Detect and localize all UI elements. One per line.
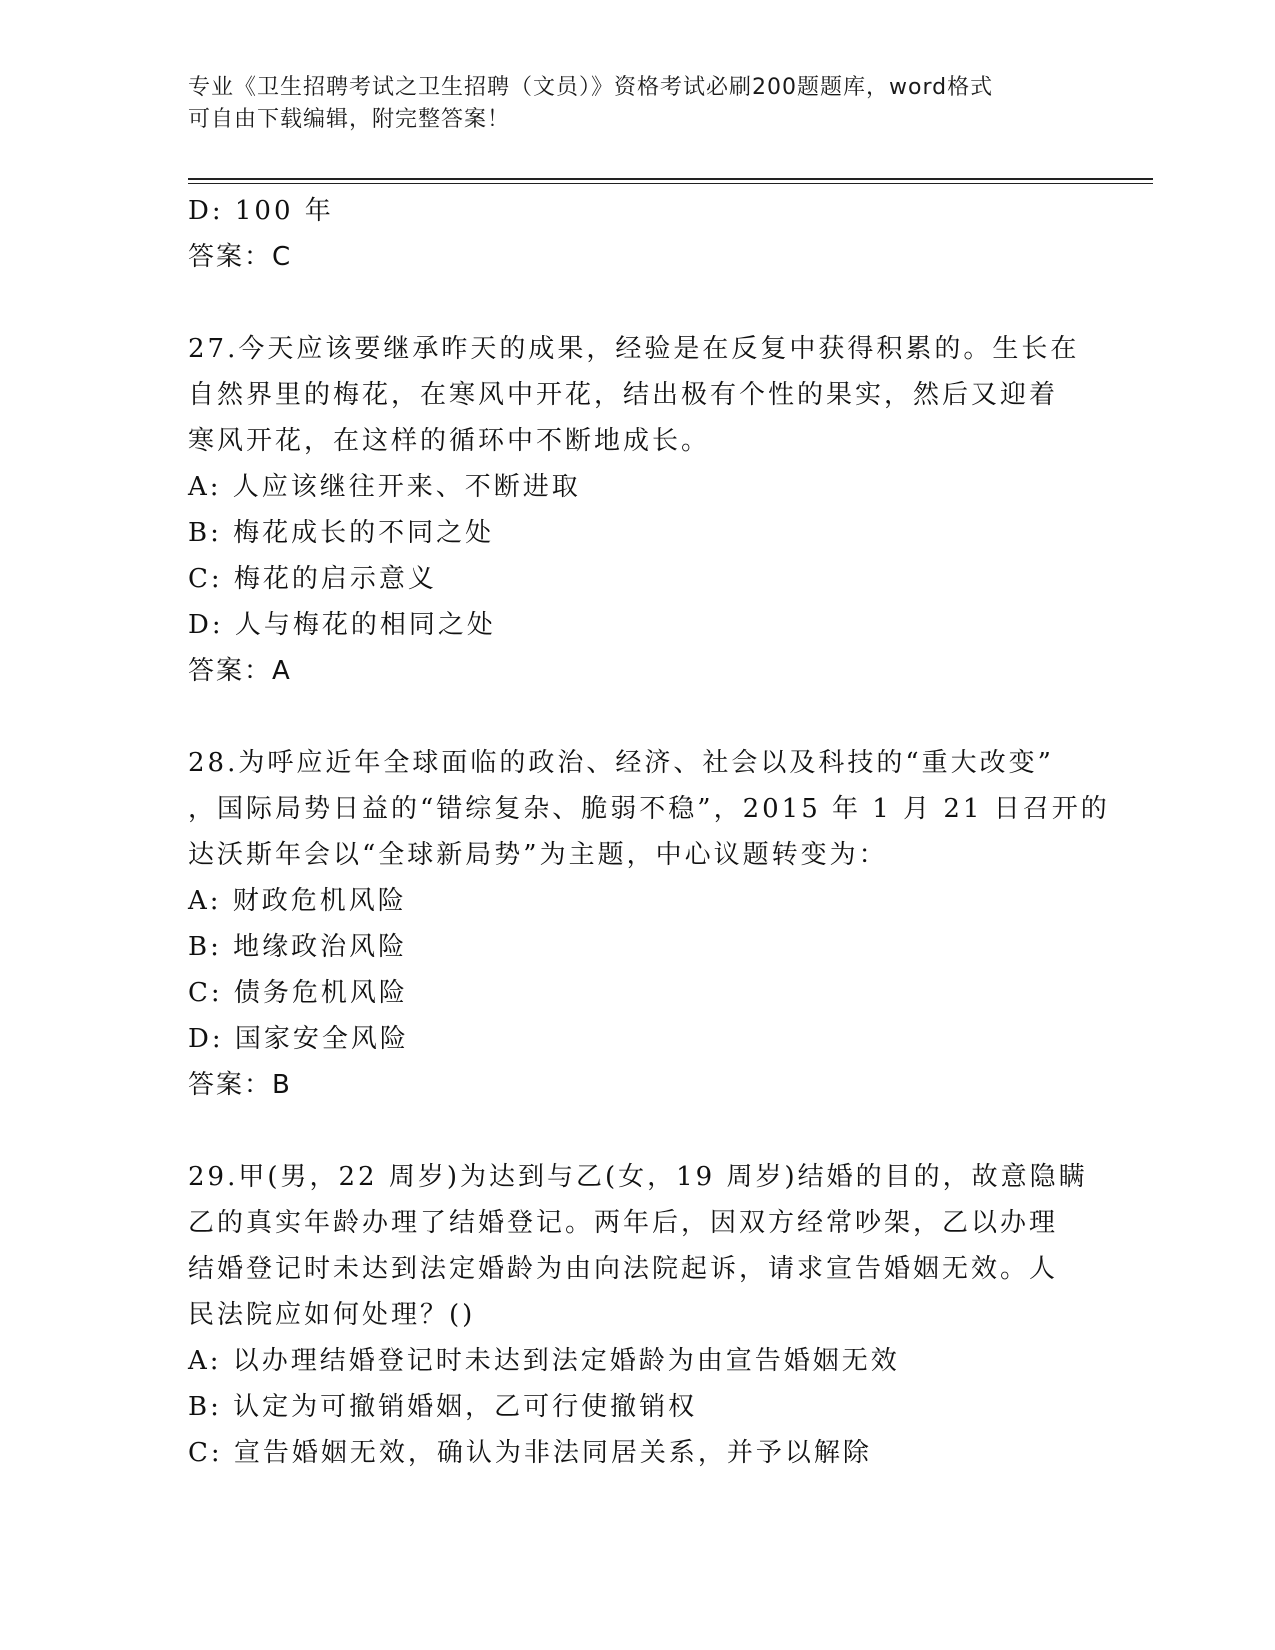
header-divider-thick [188,178,1153,180]
question-29-stem-line: 民法院应如何处理？() [188,1300,476,1330]
question-27-option-d: D: 人与梅花的相同之处 [188,610,496,640]
question-29-stem-line: 29.甲(男，22 周岁)为达到与乙(女，19 周岁)结婚的目的，故意隐瞒 [188,1162,1088,1192]
question-28-option-d: D: 国家安全风险 [188,1024,409,1054]
header-divider-thin [188,183,1153,184]
question-content [188,188,1110,1476]
question-28-option-c: C: 债务危机风险 [188,978,408,1008]
question-27 [188,326,1078,694]
question-27-option-b: B: 梅花成长的不同之处 [188,518,495,548]
question-28-option-a: A: 财政危机风险 [188,886,407,916]
question-27-stem-line: 寒风开花，在这样的循环中不断地成长。 [188,426,711,456]
question-29-stem-line: 结婚登记时未达到法定婚龄为由向法院起诉，请求宣告婚姻无效。人 [188,1254,1059,1284]
question-29-option-b: B: 认定为可撤销婚姻，乙可行使撤销权 [188,1392,698,1422]
spacer [188,694,1078,740]
question-28-option-b: B: 地缘政治风险 [188,932,408,962]
question-28 [188,740,1110,1108]
header-title-line-2: 可自由下载编辑，附完整答案！ [188,107,511,132]
spacer [188,280,1078,326]
header-title-line-1: 专业《卫生招聘考试之卫生招聘（文员）》资格考试必刷200题题库，word格式 [188,75,994,100]
question-27-stem-line: 自然界里的梅花，在寒风中开花，结出极有个性的果实，然后又迎着 [188,380,1059,410]
prev-option-d: D: 100 年 [188,196,334,226]
question-28-stem-line: 达沃斯年会以“全球新局势”为主题，中心议题转变为： [188,840,888,870]
page-header [188,72,1088,136]
question-29 [188,1154,1088,1476]
prev-answer: 答案：C [188,242,293,272]
question-27-stem-line: 27.今天应该要继承昨天的成果，经验是在反复中获得积累的。生长在 [188,334,1080,364]
question-29-stem-line: 乙的真实年龄办理了结婚登记。两年后，因双方经常吵架，乙以办理 [188,1208,1059,1238]
question-28-stem-line: 28.为呼应近年全球面临的政治、经济、社会以及科技的“重大改变” [188,748,1054,778]
question-29-option-c: C: 宣告婚姻无效，确认为非法同居关系，并予以解除 [188,1438,872,1468]
question-29-option-a: A: 以办理结婚登记时未达到法定婚龄为由宣告婚姻无效 [188,1346,900,1376]
question-27-answer: 答案：A [188,656,292,686]
spacer [188,1108,1078,1154]
question-27-option-c: C: 梅花的启示意义 [188,564,437,594]
question-28-answer: 答案：B [188,1070,292,1100]
question-28-stem-line: ，国际局势日益的“错综复杂、脆弱不稳”，2015 年 1 月 21 日召开的 [188,794,1110,824]
question-27-option-a: A: 人应该继往开来、不断进取 [188,472,581,502]
